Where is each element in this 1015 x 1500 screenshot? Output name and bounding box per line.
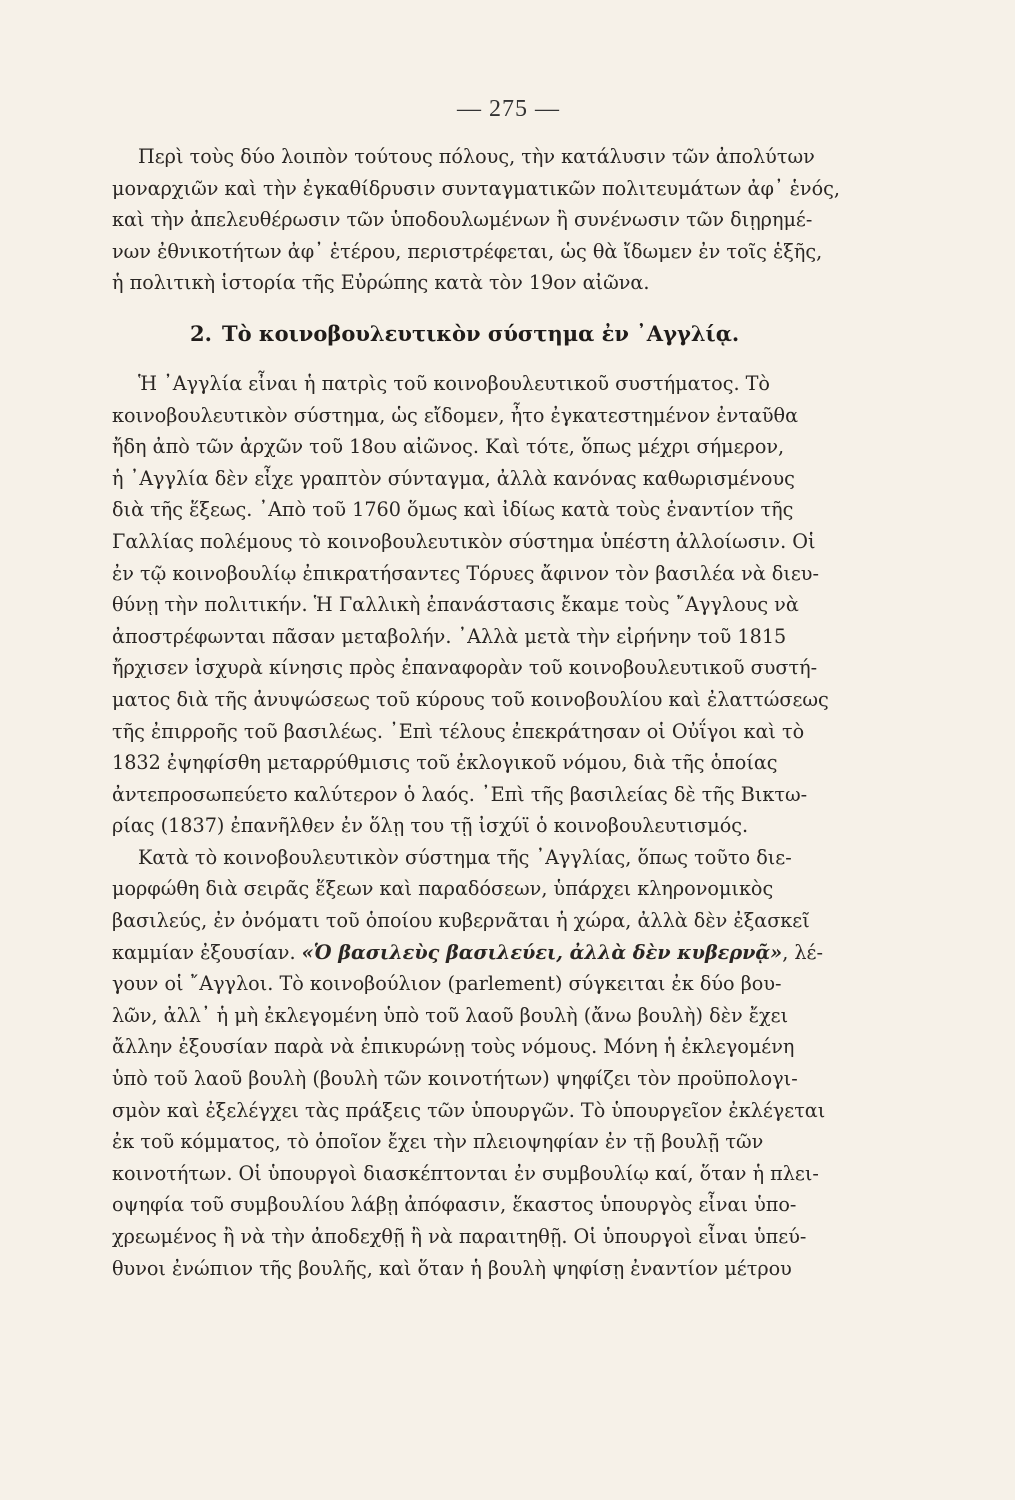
text-line: θύνῃ τὴν πολιτικήν. Ἡ Γαλλικὴ ἐπανάστασις ἔκαμε τοὺς ῎Αγγλους νὰ <box>112 593 799 617</box>
page-number: — 275 — <box>457 96 560 122</box>
text-line: κοινοβουλευτικὸν σύστημα, ὡς εἴδομεν, ἦτο ἐγκατεστημένον ἐνταῦθα <box>112 403 799 427</box>
text-line: ἤρχισεν ἰσχυρὰ κίνησις πρὸς ἐπαναφορὰν τοῦ κοινοβουλευτικοῦ συστή- <box>112 656 818 680</box>
text-line: ἡ πολιτικὴ ἱστορία τῆς Εὐρώπης κατὰ τὸν 19ον αἰῶνα. <box>112 271 650 295</box>
text-line: ἐκ τοῦ κόμματος, τὸ ὁποῖον ἔχει τὴν πλειοψηφίαν ἐν τῇ βουλῇ τῶν <box>112 1130 764 1154</box>
text-line: τῆς ἐπιρροῆς τοῦ βασιλέως. ᾽Επὶ τέλους ἐπεκράτησαν οἱ Οὐΐγοι καὶ τὸ <box>112 719 805 743</box>
text-line: 1832 ἐψηφίσθη μεταρρύθμισις τοῦ ἐκλογικοῦ νόμου, διὰ τῆς ὁποίας <box>112 751 778 775</box>
paragraph-england <box>112 368 905 842</box>
text-line: ἄλλην ἐξουσίαν παρὰ νὰ ἐπικυρώνῃ τοὺς νόμους. Μόνη ἡ ἐκλεγομένη <box>112 1035 795 1059</box>
text-line: διὰ τῆς ἕξεως. ᾽Απὸ τοῦ 1760 ὅμως καὶ ἰδίως κατὰ τοὺς ἐναντίον τῆς <box>112 498 794 522</box>
section-number: 2. <box>190 320 212 346</box>
text-line: ὑπὸ τοῦ λαοῦ βουλὴ (βουλὴ τῶν κοινοτήτων) ψηφίζει τὸν προϋπολογι- <box>112 1067 798 1091</box>
emphasized-quote: «Ὁ βασιλεὺς βασιλεύει, ἀλλὰ δὲν κυβερνᾷ» <box>301 940 783 964</box>
text-line: ἐν τῷ κοινοβουλίῳ ἐπικρατήσαντες Τόρυες ἄφινον τὸν βασιλέα νὰ διευ- <box>112 561 819 585</box>
text-line: καὶ τὴν ἀπελευθέρωσιν τῶν ὑποδουλωμένων ἢ συνένωσιν τῶν διῃρημέ- <box>112 208 813 232</box>
text-line: γουν οἱ ῎Αγγλοι. Τὸ κοινοβούλιον (parlement) σύγκειται ἐκ δύο βου- <box>112 972 782 996</box>
text-line: βασιλεύς, ἐν ὀνόματι τοῦ ὁποίου κυβερνᾶται ἡ χώρα, ἀλλὰ δὲν ἐξασκεῖ <box>112 909 810 933</box>
text-fragment: καμμίαν ἐξουσίαν. <box>112 940 302 964</box>
text-line: ρίας (1837) ἐπανῆλθεν ἐν ὅλῃ του τῇ ἰσχύϊ ὁ κοινοβουλευτισμός. <box>112 814 749 838</box>
text-line: ἀντεπροσωπεύετο καλύτερον ὁ λαός. ᾽Επὶ τῆς βασιλείας δὲ τῆς Βικτω- <box>112 782 808 806</box>
text-line: νων ἐθνικοτήτων ἀφ᾽ ἑτέρου, περιστρέφεται, ὡς θὰ ἴδωμεν ἐν τοῖς ἑξῆς, <box>112 239 823 263</box>
text-line: χρεωμένος ἢ νὰ τὴν ἀποδεχθῇ ἢ νὰ παραιτηθῇ. Οἱ ὑπουργοὶ εἶναι ὑπεύ- <box>112 1225 807 1248</box>
text-line: κοινοτήτων. Οἱ ὑπουργοὶ διασκέπτονται ἐν συμβουλίῳ καί, ὅταν ἡ πλει- <box>112 1161 819 1185</box>
text-line: οψηφία τοῦ συμβουλίου λάβῃ ἀπόφασιν, ἕκαστος ὑπουργὸς εἶναι ὑπο- <box>112 1193 797 1217</box>
text-line: μορφώθη διὰ σειρᾶς ἕξεων καὶ παραδόσεων, ὑπάρχει κληρονομικὸς <box>112 877 774 901</box>
text-line: Περὶ τοὺς δύο λοιπὸν τούτους πόλους, τὴν κατάλυσιν τῶν ἀπολύτων <box>138 145 815 168</box>
text-line: ἡ ᾽Αγγλία δὲν εἶχε γραπτὸν σύνταγμα, ἀλλὰ κανόνας καθωρισμένους <box>112 466 795 490</box>
text-line: Ἡ ᾽Αγγλία εἶναι ἡ πατρὶς τοῦ κοινοβουλευτικοῦ συστήματος. Τὸ <box>138 371 770 395</box>
text-line: Γαλλίας πολέμους τὸ κοινοβουλευτικὸν σύστημα ὑπέστη ἀλλοίωσιν. Οἱ <box>112 529 816 553</box>
text-line: ἀποστρέφωνται πᾶσαν μεταβολήν. ᾽Αλλὰ μετὰ τὴν εἰρήνην τοῦ 1815 <box>112 624 787 648</box>
section-heading <box>190 321 905 346</box>
text-line: Κατὰ τὸ κοινοβουλευτικὸν σύστημα τῆς ᾽Αγγλίας, ὅπως τοῦτο διε- <box>138 845 792 869</box>
text-line: ματος διὰ τῆς ἀνυψώσεως τοῦ κύρους τοῦ κοινοβουλίου καὶ ἐλαττώσεως <box>112 687 829 711</box>
text-fragment: , λέ- <box>782 940 823 964</box>
section-title: Τὸ κοινοβουλευτικὸν σύστημα ἐν ᾽Αγγλίᾳ. <box>221 320 740 346</box>
paragraph-parliamentary-system <box>112 842 905 1284</box>
text-line: σμὸν καὶ ἐξελέγχει τὰς πράξεις τῶν ὑπουργῶν. Τὸ ὑπουργεῖον ἐκλέγεται <box>112 1098 826 1122</box>
intro-paragraph <box>112 141 905 299</box>
text-line: μοναρχιῶν καὶ τὴν ἐγκαθίδρυσιν συνταγματικῶν πολιτευμάτων ἀφ᾽ ἑνός, <box>112 176 840 200</box>
text-line: λῶν, ἀλλ᾽ ἡ μὴ ἐκλεγομένη ὑπὸ τοῦ λαοῦ βουλὴ (ἄνω βουλὴ) δὲν ἔχει <box>112 1003 789 1027</box>
text-line-with-quote <box>112 937 905 969</box>
text-line: θυνοι ἐνώπιον τῆς βουλῆς, καὶ ὅταν ἡ βουλὴ ψηφίσῃ ἐναντίον μέτρου <box>112 1256 792 1280</box>
text-line: ἤδη ἀπὸ τῶν ἀρχῶν τοῦ 18ου αἰῶνος. Καὶ τότε, ὅπως μέχρι σήμερον, <box>112 435 785 459</box>
